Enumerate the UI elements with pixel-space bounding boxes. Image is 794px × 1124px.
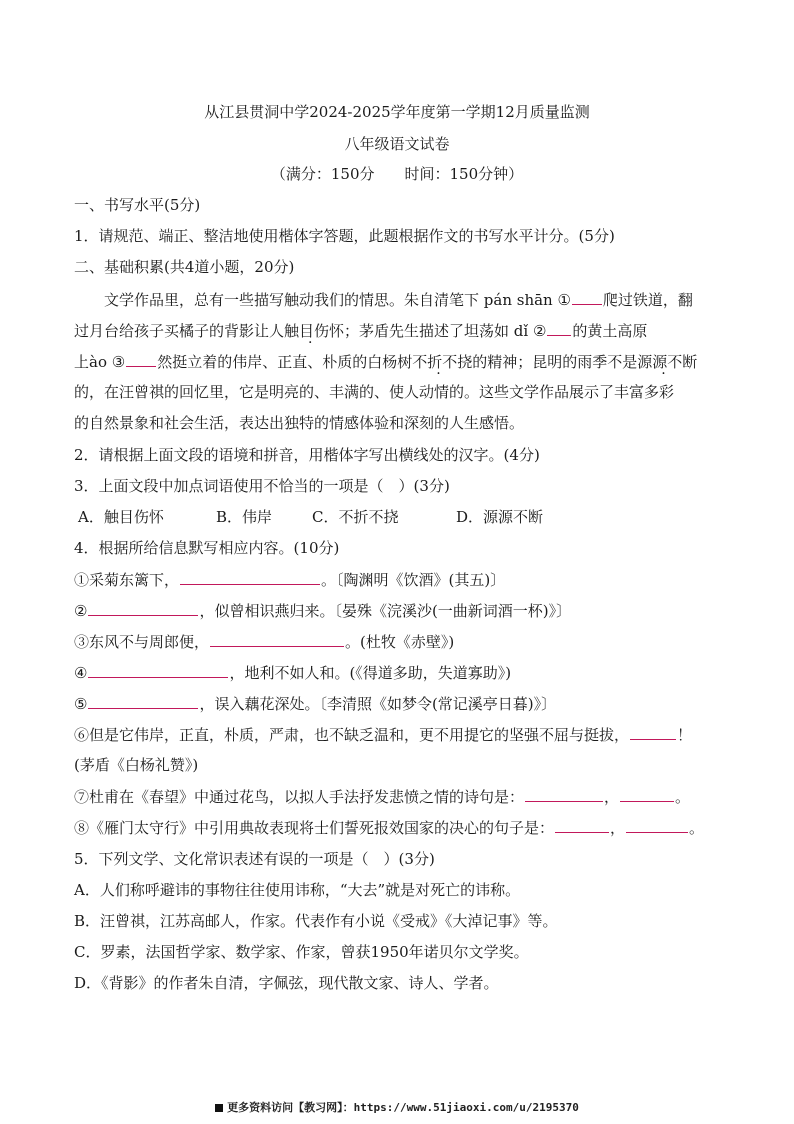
- recite-text: ④: [74, 664, 88, 682]
- exam-info: （满分：150分 时间：150分钟）: [270, 165, 524, 183]
- answer-blank-2[interactable]: [547, 319, 571, 336]
- flag-icon: [215, 1104, 223, 1112]
- recite-text: ！: [677, 726, 693, 744]
- question-1: 1．请规范、端正、整洁地使用楷体字答题，此题根据作文的书写水平计分。(5分): [74, 227, 615, 245]
- recite-source: ，地利不如人和。(《得道多助，失道寡助》): [229, 664, 512, 682]
- option-c[interactable]: C．不折不挠: [312, 508, 399, 526]
- recite-text: ③东风不与周郎便，: [74, 633, 210, 651]
- answer-blank-3[interactable]: [126, 350, 156, 367]
- q5-option-c[interactable]: C．罗素，法国哲学家、数学家、作家，曾获1950年诺贝尔文学奖。: [74, 943, 529, 961]
- recite-8: [74, 816, 734, 839]
- recite-blank-1[interactable]: [180, 568, 320, 585]
- recite-1: [74, 568, 734, 591]
- recite-blank-4[interactable]: [88, 661, 228, 678]
- passage-line-2: [74, 319, 734, 342]
- recite-source: 。(杜牧《赤壁》): [345, 633, 455, 651]
- recite-blank-8b[interactable]: [626, 816, 688, 833]
- recite-blank-7b[interactable]: [620, 785, 674, 802]
- recite-text: 。: [675, 788, 691, 806]
- recite-blank-5[interactable]: [88, 692, 198, 709]
- passage-text: ；茅盾先生描述了坦荡如 dǐ ②: [344, 322, 547, 340]
- passage-line-5: 的自然景象和社会生活，表达出独特的情感体验和深刻的人生感悟。: [74, 414, 525, 432]
- recite-6-source: (茅盾《白杨礼赞》): [74, 756, 199, 774]
- answer-blank-1[interactable]: [572, 288, 602, 305]
- exam-title: 从江县贯洞中学2024-2025学年度第一学期12月质量监测: [204, 103, 590, 121]
- option-b[interactable]: B．伟岸: [216, 508, 273, 526]
- q5-option-d[interactable]: D．《背影》的作者朱自清，字佩弦，现代散文家、诗人、学者。: [74, 974, 499, 992]
- recite-text: 。: [689, 819, 705, 837]
- recite-blank-8a[interactable]: [555, 816, 609, 833]
- question-4: 4．根据所给信息默写相应内容。(10分): [74, 539, 340, 557]
- footer-link[interactable]: [0, 1099, 794, 1115]
- question-3: 3．上面文段中加点词语使用不恰当的一项是（ ）(3分): [74, 477, 450, 495]
- recite-source: 。〔陶渊明《饮酒》(其五)〕: [321, 571, 506, 589]
- recite-text: ⑥但是它伟岸，正直，朴质，严肃，也不缺乏温和，更不用提它的坚强不屈与挺拔，: [74, 726, 630, 744]
- recite-text: ②: [74, 602, 88, 620]
- recite-5: [74, 692, 734, 715]
- recite-source: ，似曾相识燕归来。〔晏殊《浣溪沙(一曲新词酒一杯)》〕: [199, 602, 572, 620]
- recite-4: [74, 661, 734, 684]
- recite-blank-7a[interactable]: [525, 785, 603, 802]
- passage-text: 过月台给孩子买橘子的背影让人: [74, 322, 285, 340]
- recite-text: ⑤: [74, 695, 88, 713]
- recite-7: [74, 785, 734, 808]
- recite-6: [74, 723, 734, 746]
- dotted-word: 源源不断: [637, 353, 698, 371]
- recite-3: [74, 630, 734, 653]
- recite-blank-6[interactable]: [630, 723, 676, 740]
- recite-2: [74, 599, 734, 622]
- exam-subtitle: 八年级语文试卷: [344, 135, 450, 153]
- recite-blank-3[interactable]: [210, 630, 344, 647]
- option-d[interactable]: D．源源不断: [456, 508, 544, 526]
- dotted-word: 触目伤怀: [284, 322, 345, 340]
- question-5: 5．下列文学、文化常识表述有误的一项是（ ）(3分): [74, 850, 435, 868]
- recite-text: ，: [604, 788, 620, 806]
- footer-text: 更多资料访问【教习网】：https://www.51jiaoxi.com/u/2195370: [227, 1101, 579, 1114]
- option-a[interactable]: A．触目伤怀: [78, 508, 164, 526]
- recite-source: ，误入藕花深处。〔李清照《如梦令(常记溪亭日暮)》〕: [199, 695, 557, 713]
- passage-text: 的黄土高原: [572, 322, 648, 340]
- recite-text: ①采菊东篱下，: [74, 571, 180, 589]
- recite-blank-2[interactable]: [88, 599, 198, 616]
- passage-line-4: 的，在汪曾祺的回忆里，它是明亮的、丰满的、使人动情的。这些文学作品展示了丰富多彩: [74, 383, 675, 401]
- section-1-heading: 一、书写水平(5分): [74, 196, 201, 214]
- passage-line-3: [74, 350, 734, 373]
- passage-text: 然挺立着的伟岸、正直、朴质的白杨树: [157, 353, 413, 371]
- recite-text: ，: [610, 819, 626, 837]
- section-2-heading: 二、基础积累(共4道小题，20分): [74, 258, 295, 276]
- passage-text: 的精神；昆明的雨季不是: [472, 353, 638, 371]
- question-3-options: [78, 506, 734, 528]
- recite-text: ⑧《雁门太守行》中引用典故表现将士们誓死报效国家的决心的句子是：: [74, 819, 555, 837]
- passage-line-1: [104, 288, 734, 311]
- recite-text: ⑦杜甫在《春望》中通过花鸟，以拟人手法抒发悲愤之情的诗句是：: [74, 788, 525, 806]
- passage-text: 爬过铁道，翻: [602, 291, 693, 309]
- dotted-word: 不折不挠: [412, 353, 473, 371]
- question-2: 2．请根据上面文段的语境和拼音，用楷体字写出横线处的汉字。(4分): [74, 446, 540, 464]
- q5-option-a[interactable]: A．人们称呼避讳的事物往往使用讳称，“大去”就是对死亡的讳称。: [74, 881, 521, 899]
- passage-text: 文学作品里，总有一些描写触动我们的情思。朱自清笔下 pán shān ①: [104, 291, 571, 309]
- passage-text: 上ào ③: [74, 353, 126, 371]
- q5-option-b[interactable]: B．汪曾祺，江苏高邮人，作家。代表作有小说《受戒》《大淖记事》等。: [74, 912, 558, 930]
